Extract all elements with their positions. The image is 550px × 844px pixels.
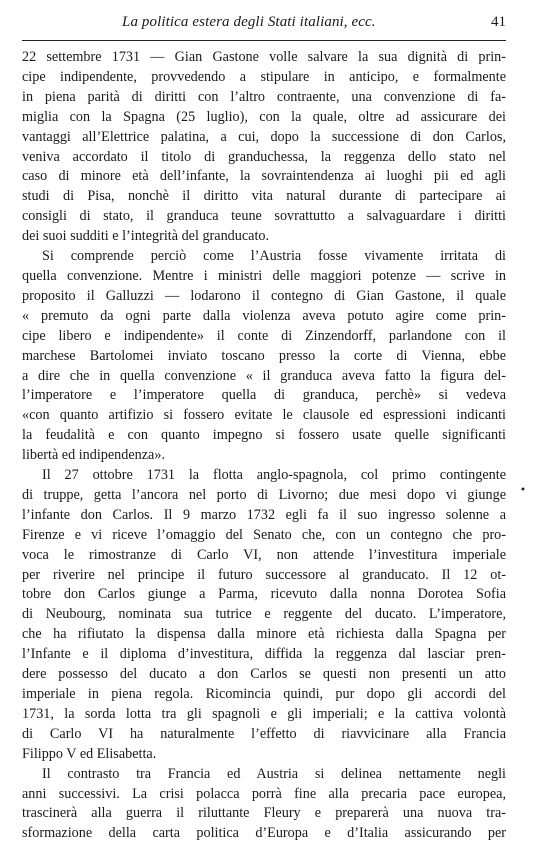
header-rule (22, 40, 506, 41)
page-number: 41 (491, 14, 506, 30)
text-line: vantaggi all’Elettrice palatina, a cui, dopo la successione di don Carlos, (22, 128, 506, 145)
text-line: imperiale in piena regola. Ricomincia quindi, pur dopo gli accordi del (22, 686, 506, 702)
paragraph (22, 247, 506, 466)
body-text (22, 48, 506, 844)
running-title: La politica estera degli Stati italiani, ecc. (122, 14, 376, 30)
text-line: Il 27 ottobre 1731 la flotta anglo-spagnola, col primo contingente (42, 467, 506, 484)
text-line: «con quanto artifizio si fossero evitate le clausole ed espressioni indicanti (22, 407, 506, 424)
page-header (22, 14, 506, 38)
text-line: Il contrasto tra Francia ed Austria si delinea nettamente negli (42, 765, 506, 782)
text-line: trascinerà alla guerra il riluttante Fleury e preparerà una nuova tra- (22, 805, 506, 822)
text-line: in piena parità di diritti con l’altro contraente, una convenzione di fa- (22, 88, 506, 105)
text-line: proposito il Galluzzi — lodarono il contegno di Gian Gastone, il quale (22, 287, 506, 304)
text-line: sformazione della carta politica d’Europa e d’Italia assicurando per (22, 825, 506, 842)
text-line: l’infante don Carlos. Il 9 marzo 1732 egli fa il suo ingresso solenne a (22, 506, 506, 523)
text-line: « premuto da ogni parte dalla violenza aveva potuto agire come prin- (22, 307, 506, 324)
text-line: per riverire nel principe il futuro successore al granducato. Il 12 ot- (22, 566, 506, 583)
text-line: libertà ed indipendenza». (22, 447, 165, 464)
text-line: quella convenzione. Mentre i ministri delle maggiori potenze — scrive in (22, 267, 506, 284)
text-line: di truppe, getta l’ancora nel porto di Livorno; due mesi dopo vi giunge (22, 486, 506, 503)
text-line: dei suoi sudditi e l’integrità del granducato. (22, 228, 270, 245)
text-line: 1731, la sorda lotta tra gli spagnoli e gli imperiali; e la cattiva volontà (22, 705, 506, 722)
text-line: tobre don Carlos giunge a Parma, ricevuto dalla nonna Dorotea Sofia (22, 586, 506, 603)
paragraph (22, 48, 506, 247)
text-line: 22 settembre 1731 — Gian Gastone volle salvare la sua dignità di prin- (22, 49, 506, 65)
text-line: dere possesso del ducato a don Carlos se questi non presenti un atto (22, 666, 506, 683)
text-line: cipe indipendente, provvedendo a stipulare in anticipo, e formalmente (22, 68, 506, 85)
text-line: la feudalità e con quanto impegno si fossero usate quelle significanti (22, 427, 506, 444)
text-line: voca le rimostranze di Carlo VI, non attende l’investitura imperiale (22, 546, 506, 563)
text-line: Filippo V ed Elisabetta. (22, 745, 157, 762)
text-line: cipe libero e indipendente» il conte di Zinzendorff, parlandone con il (22, 327, 506, 344)
text-line: miglia con la Spagna (25 luglio), con la quale, oltre ad assicurare dei (22, 108, 506, 125)
text-line: consigli di stato, il granduca teune sovrattutto a salvaguardare i diritti (22, 208, 506, 225)
text-line: marchese Bartolomei inviato toscano presso la corte di Vienna, ebbe (22, 347, 506, 364)
text-line: studi di Pisa, nonchè il diritto vita natural durante di partecipare ai (22, 188, 506, 205)
paragraph (22, 466, 506, 765)
text-line: l’imperatore e l’imperatore quella di granduca, perchè» si vedeva (22, 387, 506, 404)
text-line: veniva accordato il titolo di granduchessa, la reggenza dello stato nel (22, 148, 506, 165)
paragraph (22, 765, 506, 844)
text-line: l’Infante e il diploma d’investitura, diffida la reggenza dal lasciar pren- (22, 646, 506, 663)
text-line: caso di minore età dell’infante, la sovraintendenza ai luoghi pii ed agli (22, 168, 506, 185)
text-line: di Carlo VI ha naturalmente l’effetto di riavvicinare alla Francia (22, 725, 506, 742)
text-line: Firenze e vi riceve l’omaggio del Senato che, con un contegno che pro- (22, 526, 506, 543)
text-line: di Neubourg, nominata sua tutrice e reggente del ducato. L’imperatore, (22, 606, 506, 623)
text-line: a dire che in quella convenzione « il granduca aveva fatto la figura del- (22, 367, 506, 384)
text-line: anni successivi. La crisi polacca porrà fine alla precaria pace europea, (22, 785, 506, 802)
text-line: Si comprende perciò come l’Austria fosse vivamente irritata di (42, 248, 506, 265)
margin-mark: • (520, 485, 526, 496)
text-line: che ha rifiutato la dispensa dalla minore età richiesta dalla Spagna per (22, 626, 506, 643)
